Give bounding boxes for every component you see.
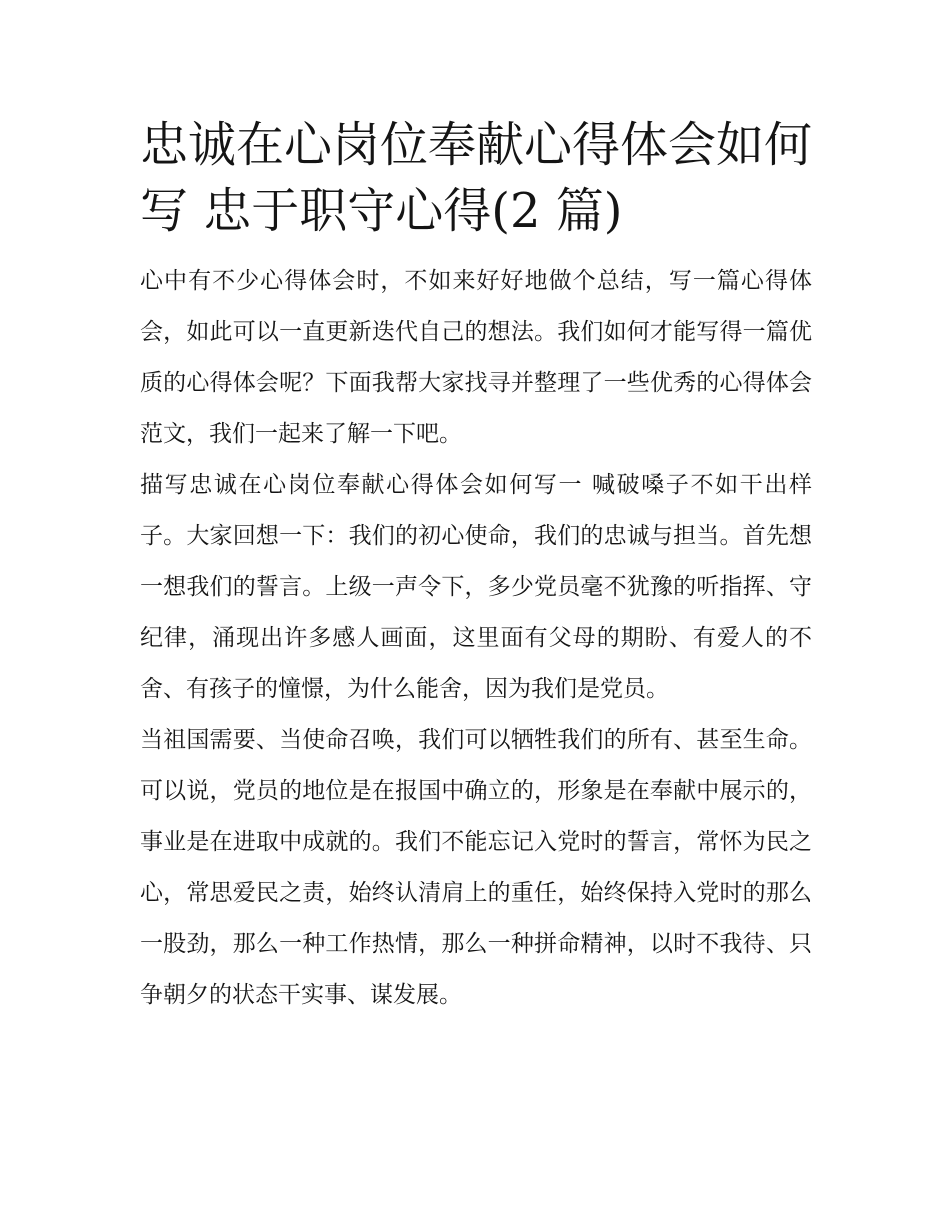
intro-paragraph: 心中有不少心得体会时，不如来好好地做个总结，写一篇心得体会，如此可以一直更新迭代自己的想法。我们如何才能写得一篇优质的心得体会呢？下面我帮大家找寻并整理了一些优秀的心得体会范文，我们一起来了解一下吧。 (140, 268, 812, 447)
document-title: 忠诚在心岗位奉献心得体会如何写 忠于职守心得(2 篇) (140, 117, 813, 239)
document-body (140, 112, 812, 1021)
body-paragraph-2: 当祖国需要、当使命召唤，我们可以牺牲我们的所有、甚至生命。可以说，党员的地位是在报国中确立的，形象是在奉献中展示的，事业是在进取中成就的。我们不能忘记入党时的誓言，常怀为民之心，常思爱民之责，始终认清肩上的重任，始终保持入党时的那么一股劲，那么一种工作热情，那么一种拼命精神，以时不我待、只争朝夕的状态干实事、谋发展。 (140, 727, 812, 1008)
body-paragraph-1: 描写忠诚在心岗位奉献心得体会如何写一 喊破嗓子不如干出样子。大家回想一下：我们的初心使命，我们的忠诚与担当。首先想一想我们的誓言。上级一声令下，多少党员毫不犹豫的听指挥、守纪律，涌现出许多感人画面，这里面有父母的期盼、有爱人的不舍、有孩子的憧憬，为什么能舍，因为我们是党员。 (140, 472, 812, 702)
